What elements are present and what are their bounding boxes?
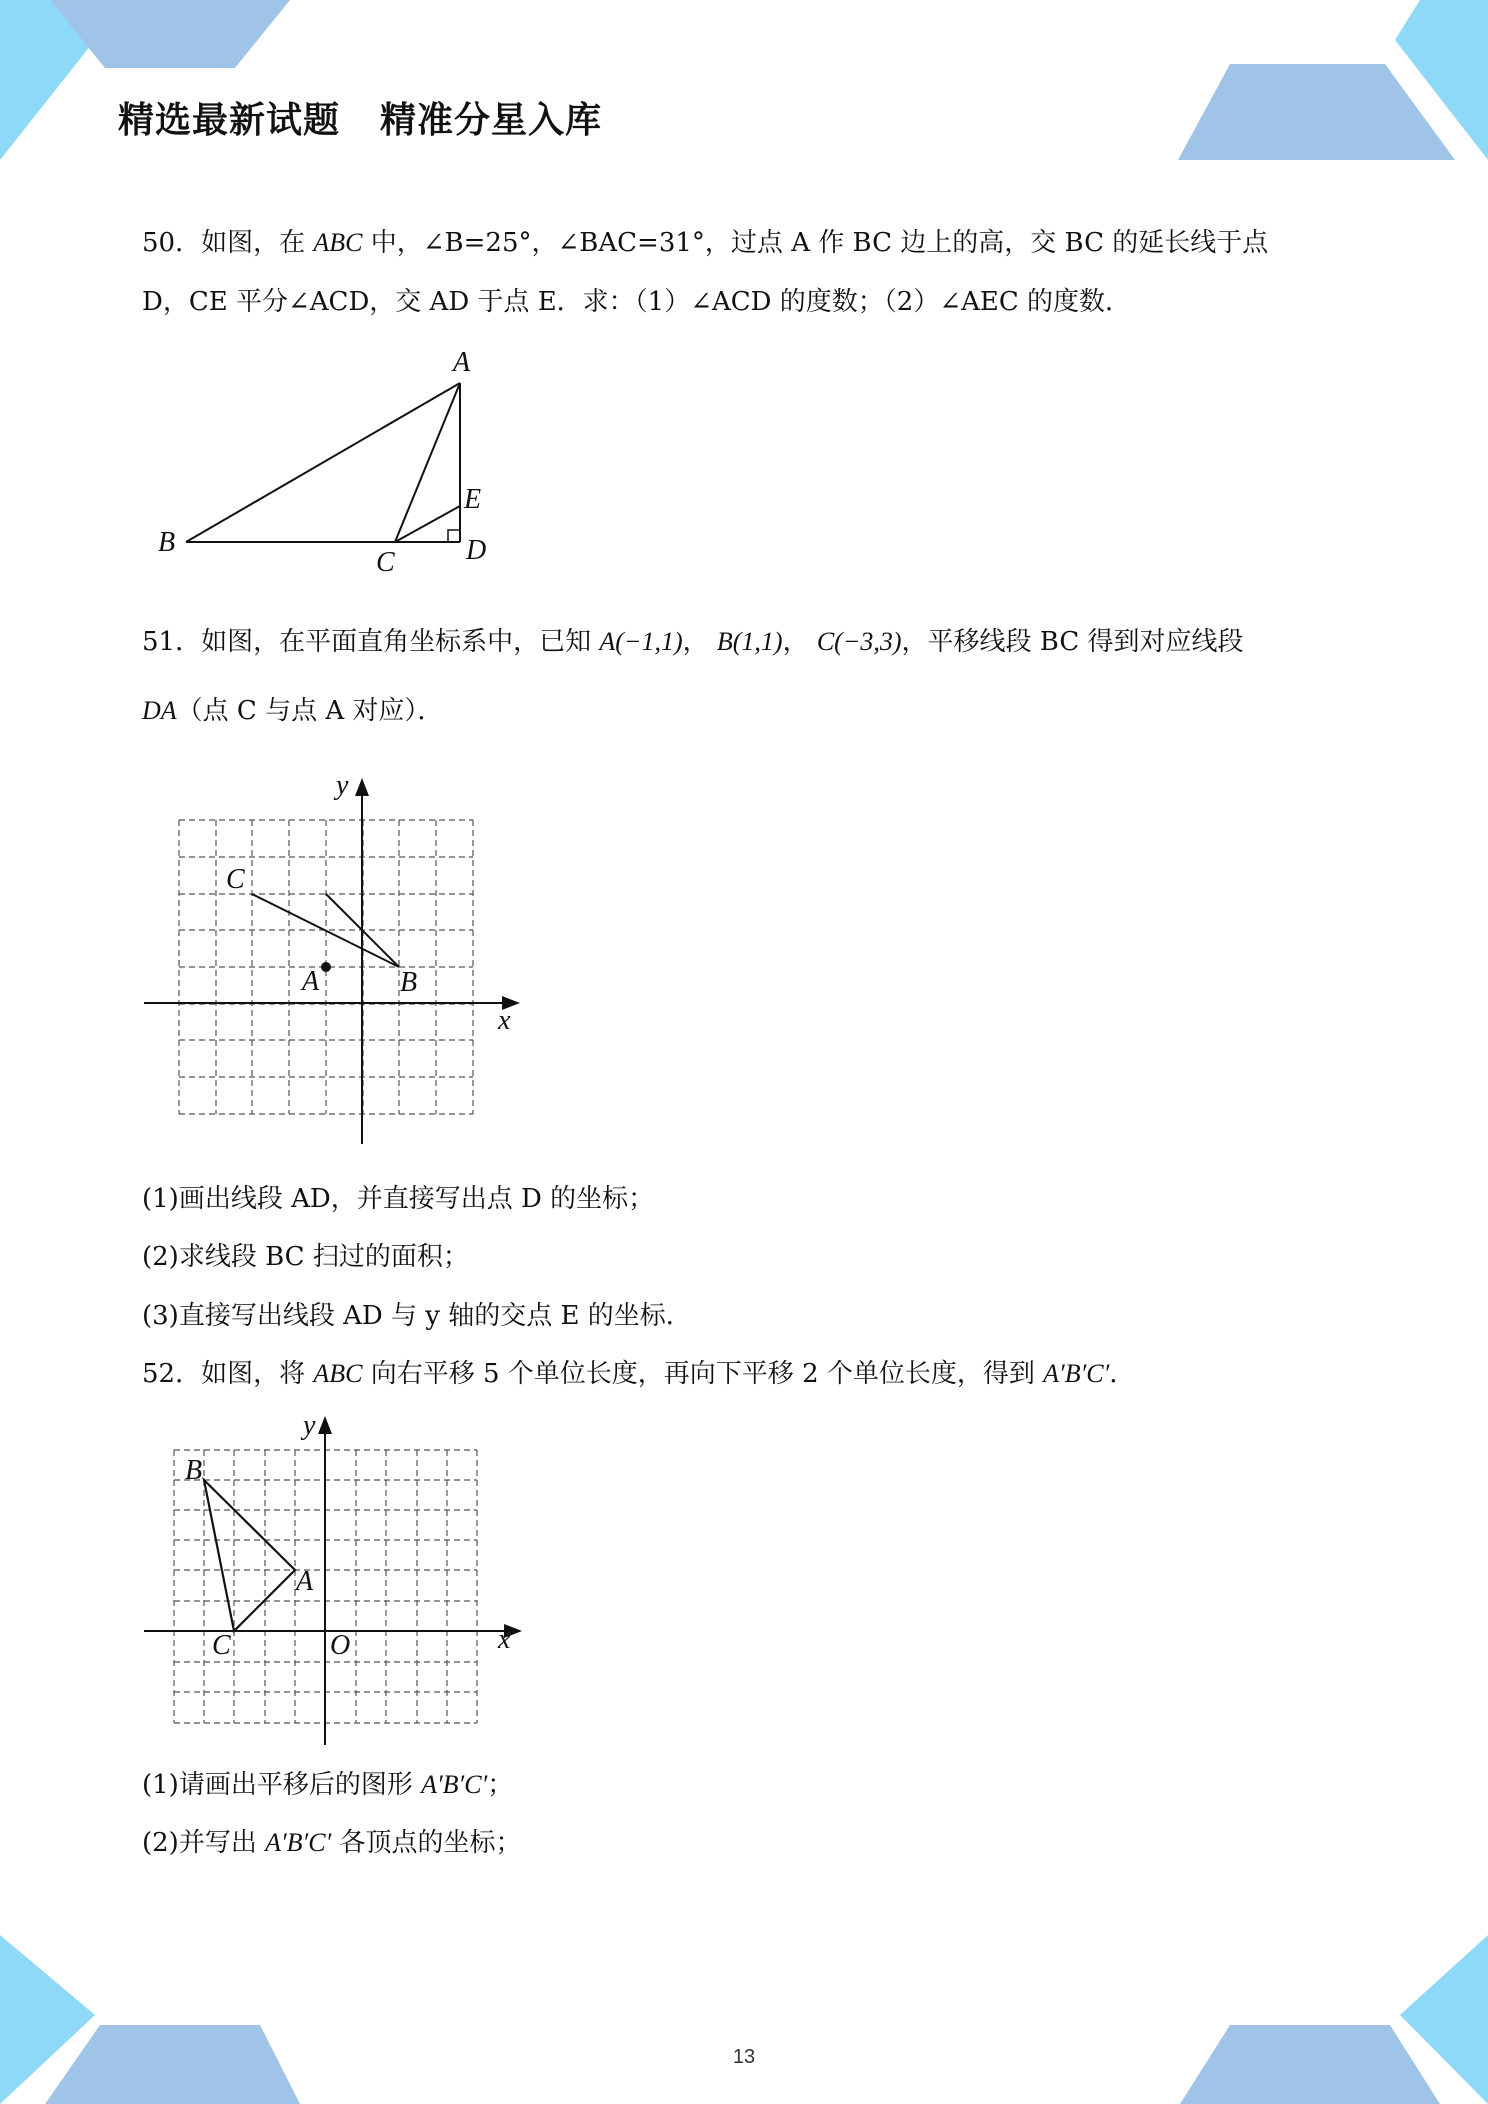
q52-sub2: (2)并写出 A′B′C′ 各顶点的坐标；: [142, 1828, 522, 1858]
q50-label-d: D: [466, 535, 487, 566]
q50-triangle-figure: [140, 340, 520, 580]
q52-sub1: (1)请画出平移后的图形 A′B′C′；: [142, 1770, 514, 1800]
q50-label-a: A: [453, 347, 471, 378]
q52-label-x: x: [498, 1624, 511, 1655]
q52-coordinate-grid: [130, 1410, 530, 1760]
q51-sub1: (1)画出线段 AD，并直接写出点 D 的坐标；: [142, 1184, 655, 1214]
q51-line2: DA（点 C 与点 A 对应）．: [142, 696, 444, 726]
q51-line1: 51．如图，在平面直角坐标系中，已知 A(−1,1)， B(1,1)， C(−3,3)，平移线段 BC 得到对应线段: [142, 627, 1244, 657]
q50-label-c: C: [376, 547, 395, 578]
header-title: [118, 92, 602, 143]
q52-label-b: B: [185, 1455, 203, 1486]
q51-sub2: (2)求线段 BC 扫过的面积；: [142, 1242, 469, 1272]
q51-label-b: B: [400, 967, 418, 998]
q52-label-y: y: [303, 1410, 316, 1441]
header-title-part1: 精选最新试题: [118, 100, 341, 141]
q50-label-e: E: [464, 484, 482, 515]
page-number: 13: [732, 2046, 756, 2068]
q52-line1: 52．如图，将 ABC 向右平移 5 个单位长度，再向下平移 2 个单位长度，得到 A′B′C′．: [142, 1359, 1136, 1389]
q51-sub3: (3)直接写出线段 AD 与 y 轴的交点 E 的坐标．: [142, 1301, 692, 1331]
top-right-decoration: [1178, 0, 1488, 160]
header-title-part2: 精准分星入库: [380, 100, 603, 141]
q52-label-c: C: [212, 1630, 231, 1661]
bottom-left-decoration: [0, 1935, 300, 2104]
q52-triangle-abc: [204, 1480, 295, 1631]
q51-coordinate-grid: [130, 770, 530, 1150]
q51-label-x: x: [498, 1005, 511, 1036]
q50-line1: 50．如图，在 ABC 中，∠B=25°，∠BAC=31°，过点 A 作 BC 边上的高，交 BC 的延长线于点: [142, 228, 1269, 258]
q50-line2: D，CE 平分∠ACD，交 AD 于点 E．求：（1）∠ACD 的度数；（2）∠AEC 的度数．: [142, 287, 1132, 317]
q52-label-o: O: [330, 1630, 351, 1661]
q51-label-y: y: [336, 770, 349, 801]
q52-label-a: A: [296, 1566, 314, 1597]
bottom-right-decoration: [1180, 1935, 1488, 2104]
q51-label-c: C: [226, 864, 245, 895]
q51-label-a: A: [302, 966, 320, 997]
q50-label-b: B: [158, 527, 176, 558]
q51-point-a: [321, 962, 331, 972]
